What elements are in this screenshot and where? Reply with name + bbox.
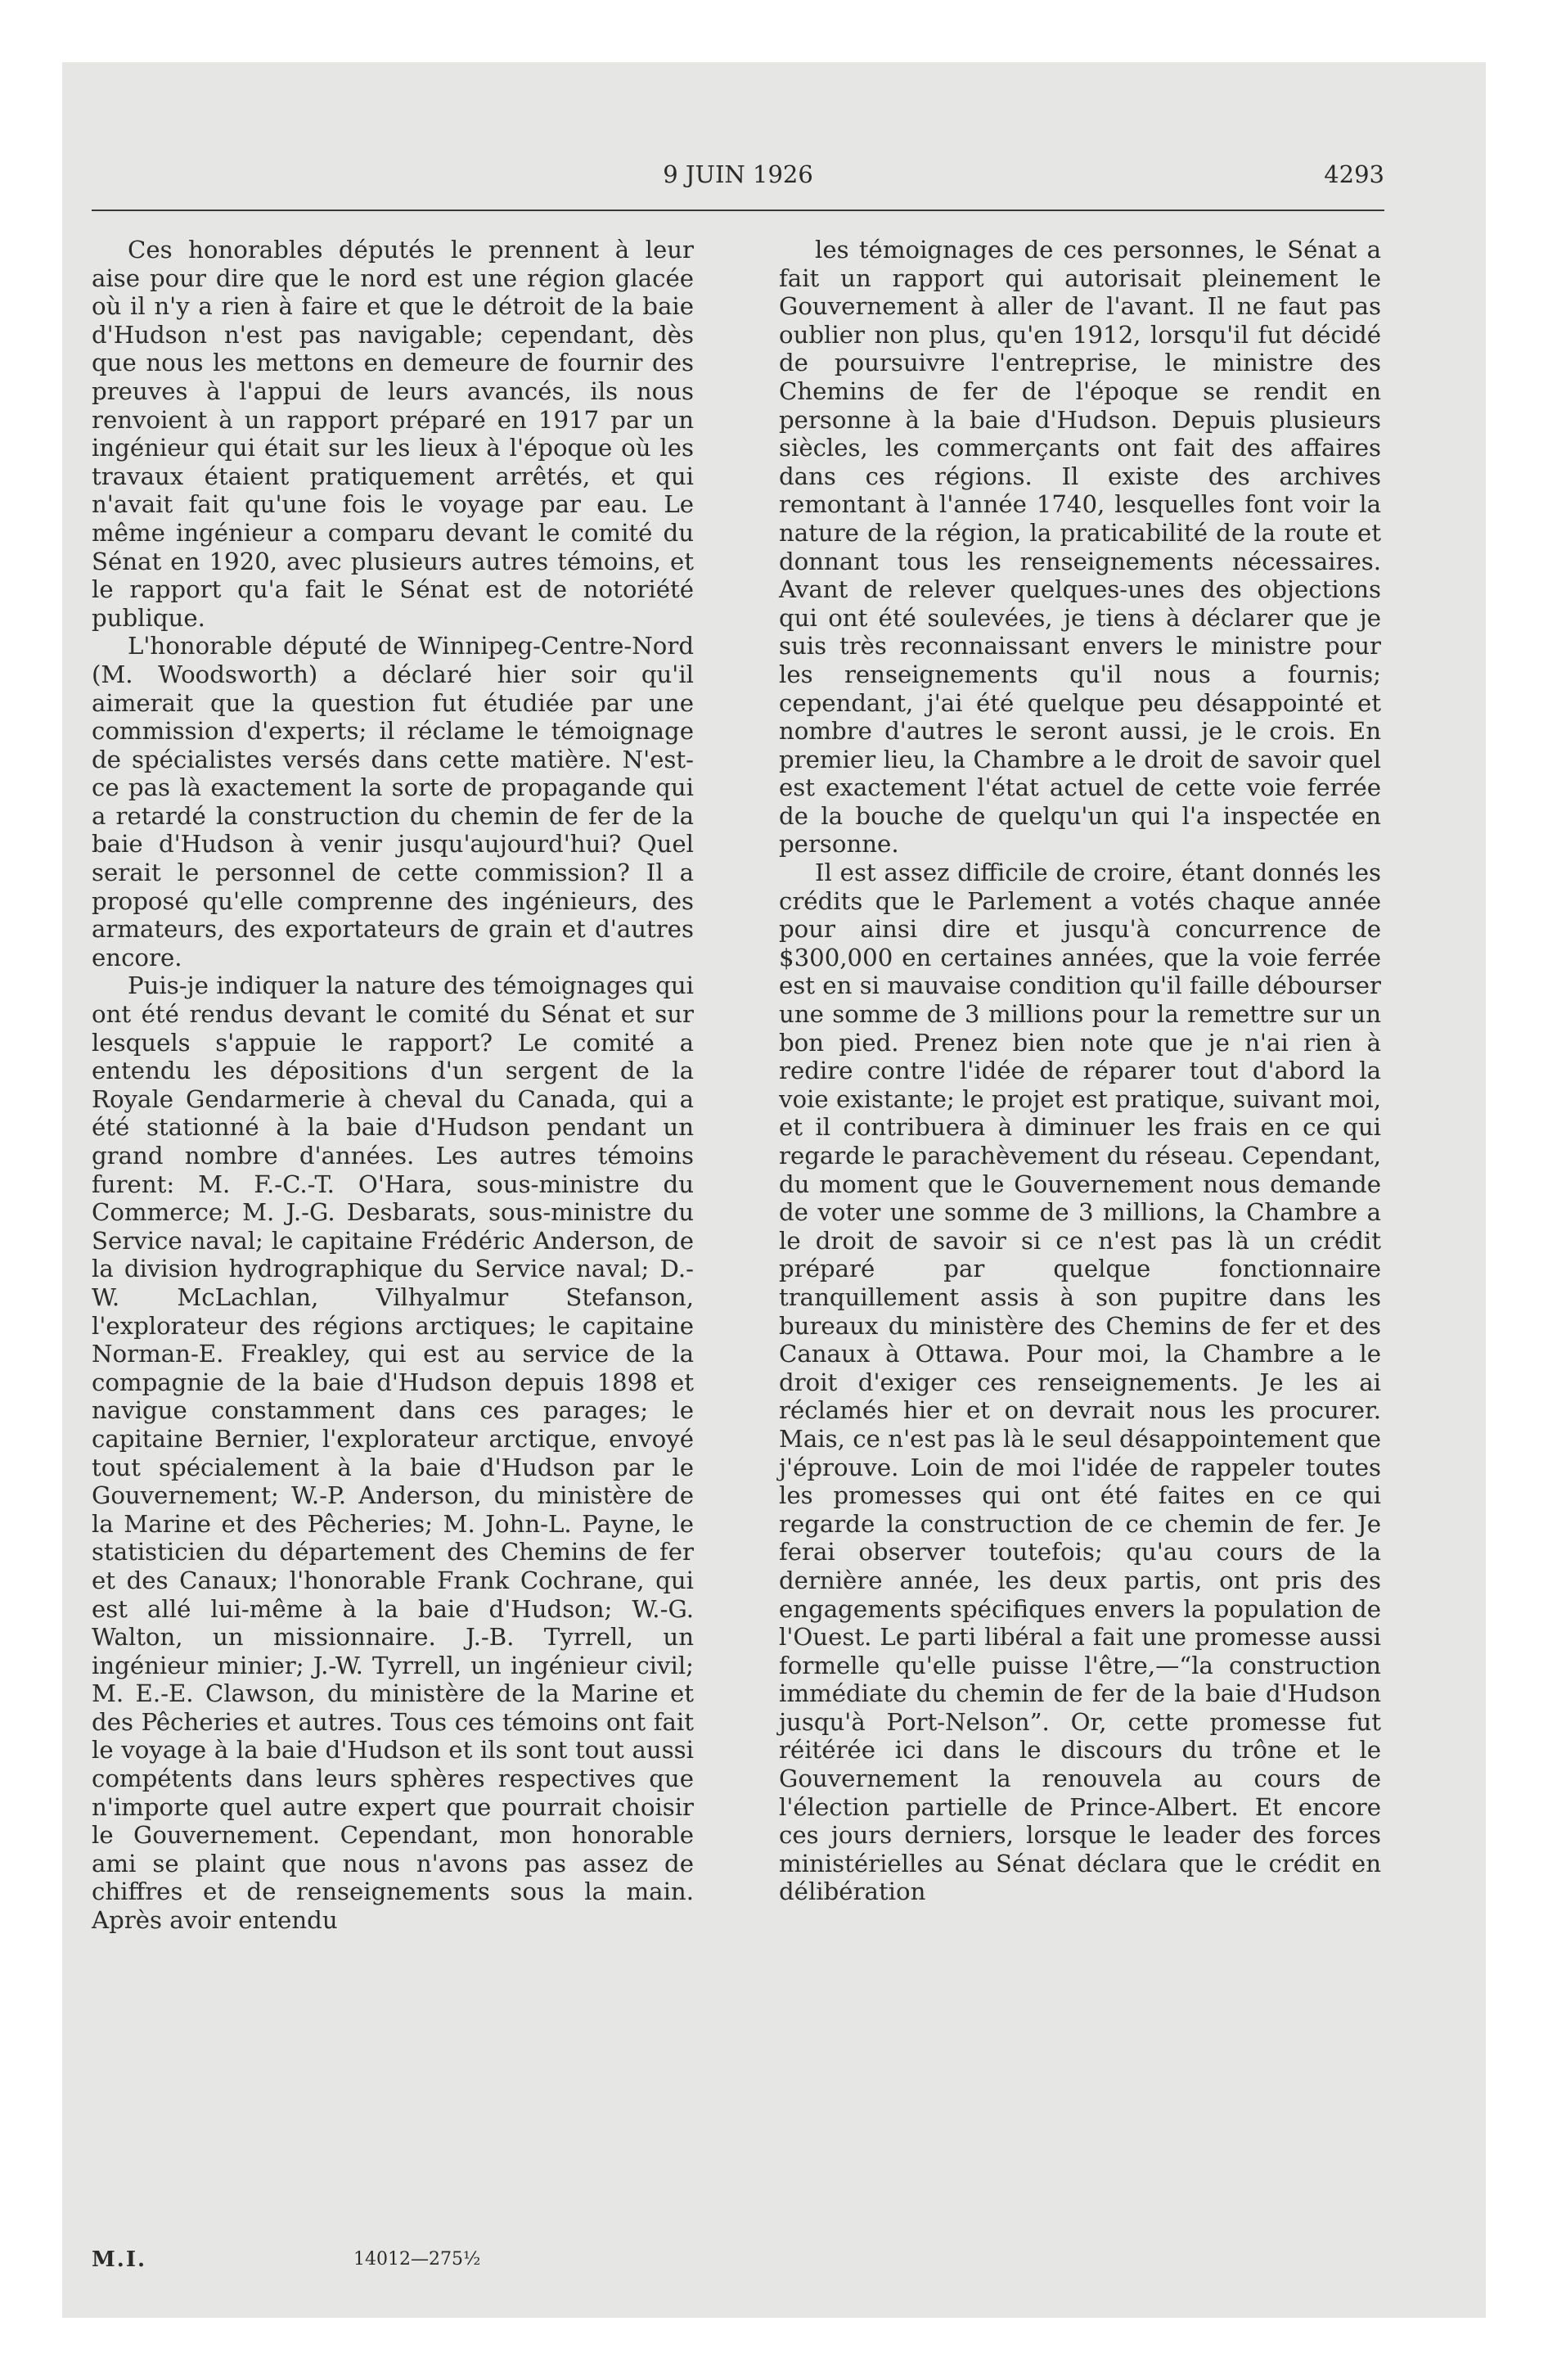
page-header [92, 160, 1384, 201]
left-column [92, 236, 694, 1935]
page-number: 4293 [1324, 160, 1384, 188]
paragraph: les témoignages de ces personnes, le Sénat a fait un rapport qui autorisait pleinement le Gouvernement à aller de l'avant. Il ne faut pas oublier non plus, qu'en 1912, lorsqu'il fut décidé de poursuivre l'entreprise, le ministre des Chemins de fer de l'époque se rendit en personne à la baie d'Hudson. Depuis plusieurs siècles, les commerçants ont fait des affaires dans ces régions. Il existe des archives remontant à l'année 1740, lesquelles font voir la nature de la région, la praticabilité de la route et donnant tous les renseignements nécessaires. Avant de relever quelques-unes des objections qui ont été soulevées, je tiens à déclarer que je suis très reconnaissant envers le ministre pour les renseignements qu'il nous a fournis; cependant, j'ai été quelque peu désappointé et nombre d'autres le seront aussi, je le crois. En premier lieu, la Chambre a le droit de savoir quel est exactement l'état actuel de cette voie ferrée de la bouche de quelqu'un qui l'a inspectée en personne. [779, 236, 1381, 859]
paragraph: L'honorable député de Winnipeg-Centre-Nord (M. Woodsworth) a déclaré hier soir qu'il aimerait que la question fut étudiée par une commission d'experts; il réclame le témoignage de spécialistes versés dans cette matière. N'est-ce pas là exactement la sorte de propagande qui a retardé la construction du chemin de fer de la baie d'Hudson à venir jusqu'aujourd'hui? Quel serait le personnel de cette commission? Il a proposé qu'elle comprenne des ingénieurs, des armateurs, des exportateurs de grain et d'autres encore. [92, 632, 694, 971]
paragraph: Il est assez difficile de croire, étant donnés les crédits que le Parlement a votés chaque année pour ainsi dire et jusqu'à concurrence de $300,000 en certaines années, que la voie ferrée est en si mauvaise condition qu'il faille débourser une somme de 3 millions pour la remettre sur un bon pied. Prenez bien note que je n'ai rien à redire contre l'idée de réparer tout d'abord la voie existante; le projet est pratique, suivant moi, et il contribuera à diminuer les frais en ce qui regarde le parachèvement du réseau. Cependant, du moment que le Gouvernement nous demande de voter une somme de 3 millions, la Chambre a le droit de savoir si ce n'est pas là un crédit préparé par quelque fonctionnaire tranquillement assis à son pupitre dans les bureaux du ministère des Chemins de fer et des Canaux à Ottawa. Pour moi, la Chambre a le droit d'exiger ces renseignements. Je les ai réclamés hier et on devrait nous les procurer. Mais, ce n'est pas là le seul désappointement que j'éprouve. Loin de moi l'idée de rappeler toutes les promesses qui ont été faites en ce qui regarde la construction de ce chemin de fer. Je ferai observer toutefois; qu'au cours de la dernière année, les deux partis, ont pris des engagements spécifiques envers la population de l'Ouest. Le parti libéral a fait une promesse aussi formelle qu'elle puisse l'être,—“la construction immédiate du chemin de fer de la baie d'Hudson jusqu'à Port-Nelson”. Or, cette promesse fut réitérée ici dans le discours du trône et le Gouvernement la renouvela au cours de l'élection partielle de Prince-Albert. Et encore ces jours derniers, lorsque le leader des forces ministérielles au Sénat déclara que le crédit en délibération [779, 859, 1382, 1906]
paragraph: Puis-je indiquer la nature des témoignages qui ont été rendus devant le comité du Sénat et sur lesquels s'appuie le rapport? Le comité a entendu les dépositions d'un sergent de la Royale Gendarmerie à cheval du Canada, qui a été stationné à la baie d'Hudson pendant un grand nombre d'années. Les autres témoins furent: M. F.-C.-T. O'Hara, sous-ministre du Commerce; M. J.-G. Desbarats, sous-ministre du Service naval; le capitaine Frédéric Anderson, de la division hydrographique du Service naval; D.-W. McLachlan, Vilhyalmur Stefanson, l'explorateur des régions arctiques; le capitaine Norman-E. Freakley, qui est au service de la compagnie de la baie d'Hudson depuis 1898 et navigue constamment dans ces parages; le capitaine Bernier, l'explorateur arctique, envoyé tout spécialement à la baie d'Hudson par le Gouvernement; W.-P. Anderson, du ministère de la Marine et des Pêcheries; M. John-L. Payne, le statisticien du département des Chemins de fer et des Canaux; l'honorable Frank Cochrane, qui est allé lui-même à la baie d'Hudson; W.-G. Walton, un missionnaire. J.-B. Tyrrell, un ingénieur minier; J.-W. Tyrrell, un ingénieur civil; M. E.-E. Clawson, du ministère de la Marine et des Pêcheries et autres. Tous ces témoins ont fait le voyage à la baie d'Hudson et ils sont tout aussi compétents dans leurs sphères respectives que n'importe quel autre expert que pourrait choisir le Gouvernement. Cependant, mon honorable ami se plaint que nous n'avons pas assez de chiffres et de renseignements sous la main. Après avoir entendu [92, 971, 694, 1935]
header-date: 9 JUIN 1926 [663, 160, 813, 188]
footer-code: 14012—275½ [353, 2249, 481, 2270]
header-rule [92, 210, 1384, 211]
paragraph: Ces honorables députés le prennent à leur aise pour dire que le nord est une région glacée où il n'y a rien à faire et que le détroit de la baie d'Hudson n'est pas navigable; cependant, dès que nous les mettons en demeure de fournir des preuves à l'appui de leurs avancés, ils nous renvoient à un rapport préparé en 1917 par un ingénieur qui était sur les lieux à l'époque où les travaux étaient pratiquement arrêtés, et qui n'avait fait qu'une fois le voyage par eau. Le même ingénieur a comparu devant le comité du Sénat en 1920, avec plusieurs autres témoins, et le rapport qu'a fait le Sénat est de notoriété publique. [92, 236, 694, 632]
page-footer [92, 2246, 694, 2279]
right-column [779, 236, 1381, 1906]
footer-mark: M.I. [92, 2247, 147, 2272]
